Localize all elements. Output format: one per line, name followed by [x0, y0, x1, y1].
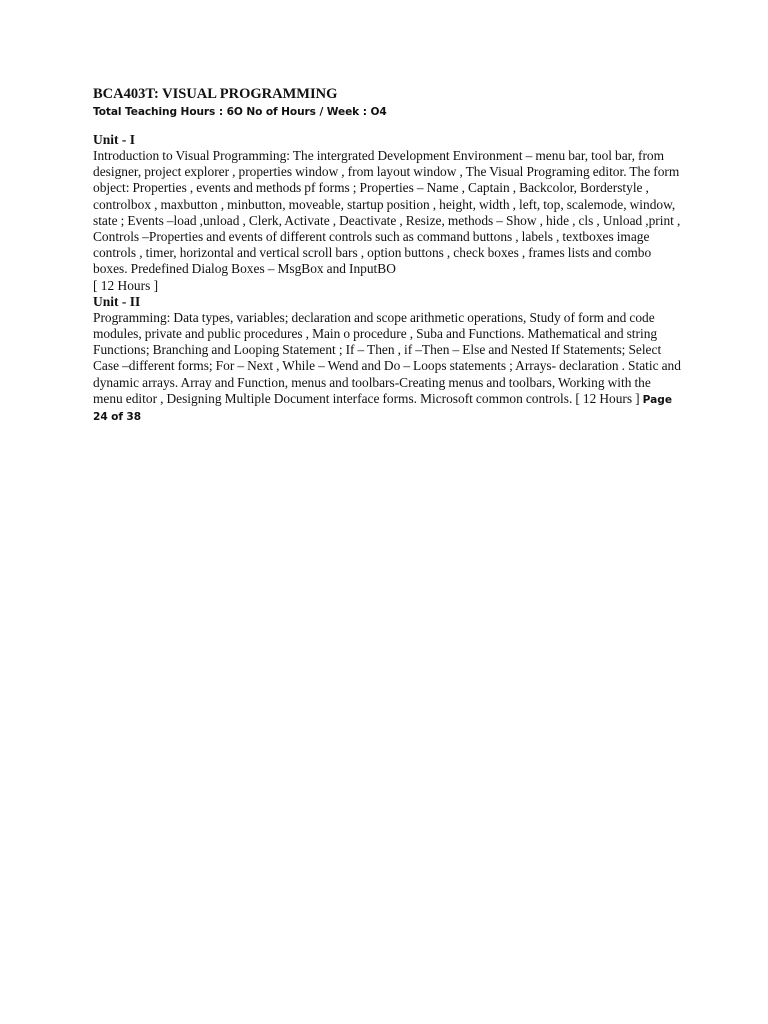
unit-1-text: Introduction to Visual Programming: The intergrated Development Environment – menu bar, tool bar, from designer, project explorer , properties window , from layout window , The Visual Programing editor. The form object: Properties , events and methods pf forms ; Properties – Name , Captain , Backcolor, Borderstyle , controlbox , maxbutton , minbutton, moveable, startup position , height, width , left, top, scalemode, window, state ; Events –load ,unload , Clerk, Activate , Deactivate , Resize, methods – Show , hide , cls , Unload ,print , Controls –Properties and events of different controls such as command buttons , labels , textboxes image controls , timer, horizontal and vertical scroll bars , option buttons , check boxes , frames lists and combo boxes. Predefined Dialog Boxes – MsgBox and InputBO — [93, 148, 681, 277]
page-number: Page 24 of 38 — [93, 393, 673, 424]
unit-1-hours: [ 12 Hours ] — [93, 277, 159, 293]
unit-1-heading: Unit - I — [93, 132, 136, 147]
unit-2-heading: Unit - II — [93, 293, 141, 309]
unit-2-text — [93, 310, 683, 425]
teaching-hours-line: Total Teaching Hours : 6O No of Hours / Week : O4 — [93, 106, 387, 118]
unit-2-section — [93, 294, 683, 425]
unit-2-hours: [ 12 Hours ] — [575, 390, 640, 406]
unit-1-section — [93, 132, 683, 294]
document-page — [93, 86, 683, 425]
unit-2-text-body: Programming: Data types, variables; declaration and scope arithmetic operations, Study of form and code modules, private and public procedures , Main o procedure , Suba and Functions. Mathematical and string Functions; Branching and Looping Statement ; If – Then , if –Then – Else and Nested If Statements; Select Case –different forms; For – Next , While – Wend and Do – Loops statements ; Arrays- declaration . Static and dynamic arrays. Array and Function, menus and toolbars-Creating menus and toolbars, Working with the menu editor , Designing Multiple Document interface forms. Microsoft common controls. — [93, 309, 681, 406]
course-title: BCA403T: VISUAL PROGRAMMING — [93, 86, 338, 102]
